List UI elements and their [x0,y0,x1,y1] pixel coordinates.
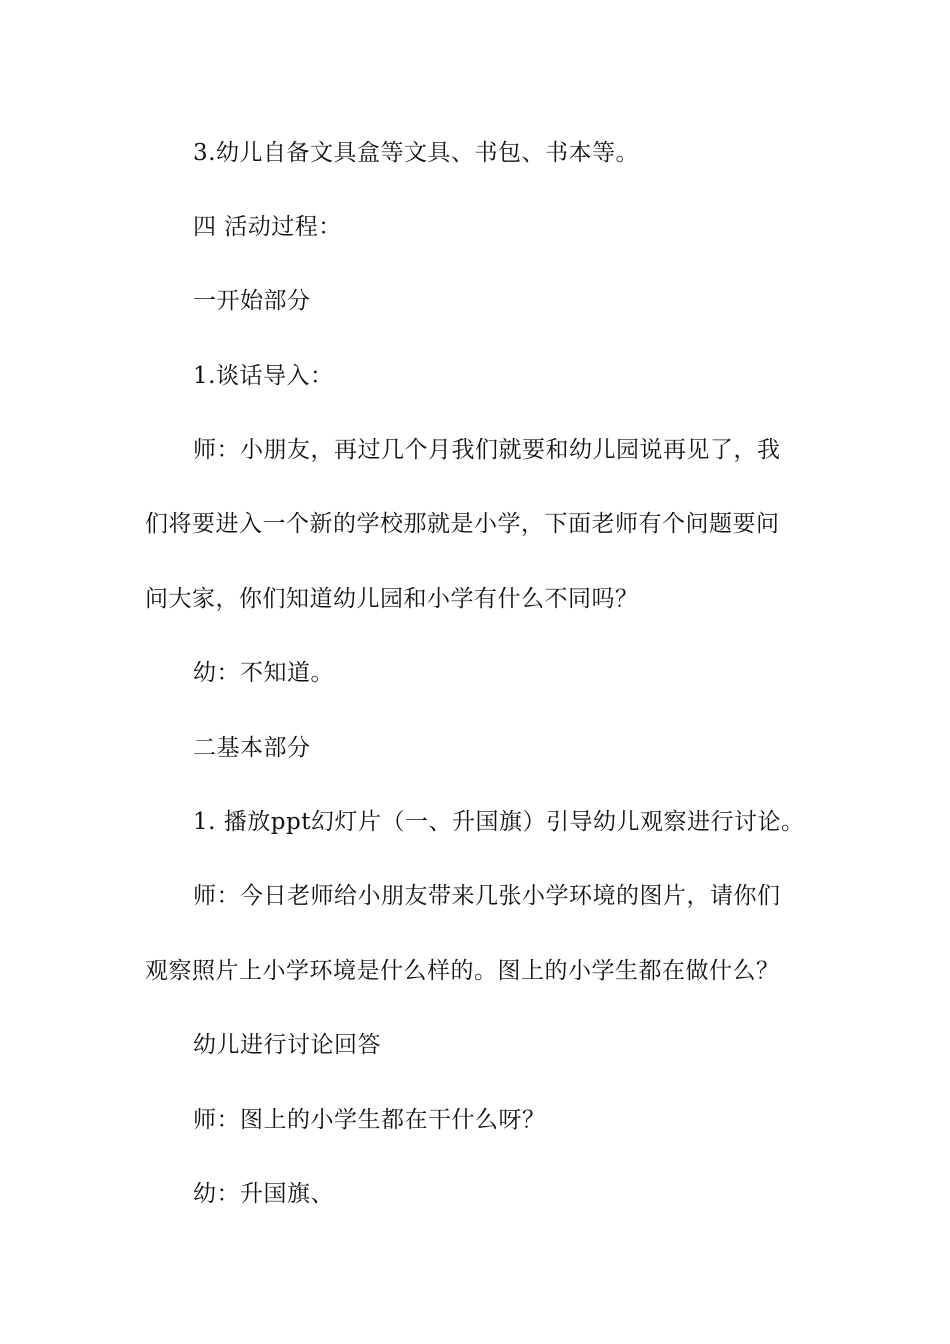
paragraph-teacher-line-2: 们将要进入一个新的学校那就是小学，下面老师有个问题要问 [145,511,780,537]
paragraph-teacher-line-1: 师：小朋友，再过几个月我们就要和幼儿园说再见了，我 [193,437,781,463]
subsection-heading-basic: 二基本部分 [193,735,311,761]
paragraph-child-answer: 幼：升国旗、 [193,1181,334,1207]
step-heading-talk-intro: 1.谈话导入： [193,363,334,389]
text-line-materials-3: 3.幼儿自备文具盒等文具、书包、书本等。 [193,140,639,166]
section-heading-activity-process: 四 活动过程： [193,214,342,240]
subsection-heading-opening: 一开始部分 [193,288,311,314]
paragraph-teacher-images-line-1: 师：今日老师给小朋友带来几张小学环境的图片，请你们 [193,883,781,909]
paragraph-child-reply: 幼：不知道。 [193,660,334,686]
paragraph-teacher-line-3: 问大家，你们知道幼儿园和小学有什么不同吗？ [145,586,639,612]
step-play-slides: 1. 播放ppt幻灯片（一、升国旗）引导幼儿观察进行讨论。 [193,809,805,835]
paragraph-teacher-images-line-2: 观察照片上小学环境是什么样的。图上的小学生都在做什么？ [145,958,780,984]
paragraph-teacher-question: 师：图上的小学生都在干什么呀？ [193,1107,546,1133]
paragraph-children-discuss: 幼儿进行讨论回答 [193,1032,381,1058]
